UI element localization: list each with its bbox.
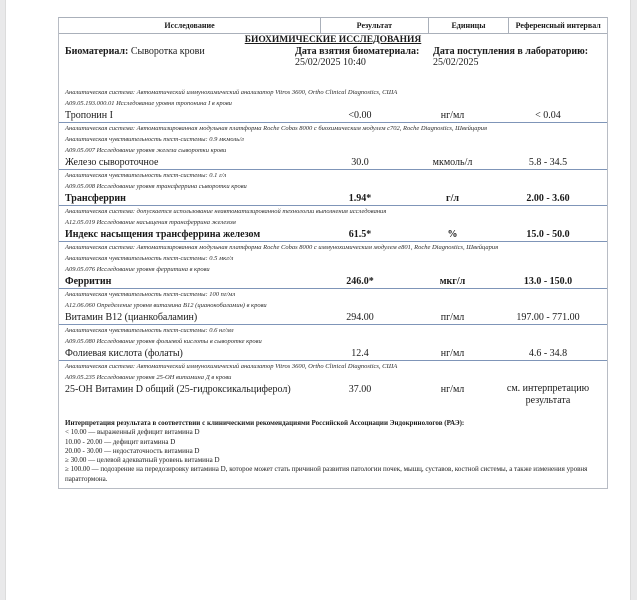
test-block-iron [59,123,607,170]
sensitivity: Аналитическая чувствительность тест-системы: 0.1 г/л [65,172,227,179]
table-row [65,228,601,241]
test-name: Тропонин I [65,110,113,121]
table-row [65,156,601,169]
header-reference: Референсный интервал [515,21,601,30]
analytic-system: Аналитическая система: Автоматизированная модульная платформа Roche Cobas 8000 с иммунохимическим модулем e801, Roche Diagnostics, Швейцария [65,244,499,251]
header-units: Единицы [429,18,510,33]
header-study: Исследование [59,18,321,33]
test-name: Железо сывороточное [65,157,159,168]
test-value: 61.5* [348,229,372,240]
interpretation-line: 10.00 - 20.00 — дефицит витамина D [65,437,176,446]
page-frame-right [630,0,637,600]
analytic-system: Аналитическая система: допускается использование неавтоматизированной технологии выполнения исследования [65,208,387,215]
table-row [65,383,601,409]
table-row [65,311,601,324]
page-frame-left [0,0,6,600]
test-value: 12.4 [351,348,369,359]
received-date-value: 25/02/2025 [433,57,479,68]
test-block-transferrin-saturation [59,206,607,242]
biomaterial-value: Сыворотка крови [130,46,205,57]
test-units: пг/мл [440,312,465,323]
sensitivity: Аналитическая чувствительность тест-системы: 0.6 нг/мл [65,327,234,334]
lab-results-table [58,17,608,489]
collection-date-label: Дата взятия биоматериала: [295,46,420,57]
test-units: нг/мл [440,384,465,395]
test-value: 30.0 [351,157,369,168]
section-title: БИОХИМИЧЕСКИЕ ИССЛЕДОВАНИЯ [244,35,422,45]
table-row [65,192,601,205]
test-name: Фолиевая кислота (фолаты) [65,348,183,359]
interpretation-title: Интерпретация результата в соответствии с клиническими рекомендациями Российской Ассоциации Эндокринологов (РАЭ): [65,419,465,427]
test-reference: 13.0 - 150.0 [523,276,573,287]
analytic-system: Аналитическая система: Автоматический иммунохимический анализатор Vitros 3600, Ortho Clinical Diagnostics, США [65,89,398,96]
test-units: нг/мл [440,348,465,359]
test-value: 37.00 [348,384,372,395]
test-block-troponin [59,76,607,123]
table-row [65,347,601,360]
test-reference: 5.8 - 34.5 [528,157,568,168]
test-block-vitamin-d [59,361,607,409]
biomaterial-info [59,46,607,76]
test-name: Ферритин [65,276,112,287]
interpretation-line: ≥ 30.00 — целевой адекватный уровень витамина D [65,456,220,465]
test-value: 246.0* [346,276,374,287]
test-code: A09.05.008 Исследование уровня трансферрина сыворотки крови [65,183,247,190]
test-name: Витамин B12 (цианкобаламин) [65,312,198,323]
test-reference: 4.6 - 34.8 [528,348,568,359]
interpretation-line: 20.00 - 30.00 — недостаточность витамина D [65,446,200,455]
sensitivity: Аналитическая чувствительность тест-системы: 100 пг/мл [65,291,236,298]
test-units: мкмоль/л [432,157,473,168]
test-reference: 15.0 - 50.0 [526,229,570,240]
test-reference: < 0.04 [535,110,561,121]
test-code: A12.05.019 Исследование насыщения трансферрина железом [65,219,236,226]
test-code: A09.05.076 Исследование уровня ферритина в крови [65,266,210,273]
test-reference: см. интерпретацию результата [506,383,590,406]
table-row [65,109,601,122]
received-date-label: Дата поступления в лабораторию: [433,46,589,57]
analytic-system: Аналитическая система: Автоматический иммунохимический анализатор Vitros 3600, Ortho Clinical Diagnostics, США [65,363,398,370]
test-reference: 197.00 - 771.00 [516,312,580,323]
interpretation-block [59,409,607,488]
test-code: A12.06.060 Определение уровня витамина B12 (цианокобаламин) в крови [65,302,267,309]
table-header [59,18,607,34]
test-reference: 2.00 - 3.60 [526,193,570,204]
header-result: Результат [321,18,429,33]
test-name: Трансферрин [65,193,126,204]
test-block-folate [59,325,607,361]
analytic-system: Аналитическая система: Автоматизированная модульная платформа Roche Cobas 8000 с биохимическим модулем с702, Roche Diagnostics, Швейцария [65,125,487,132]
test-value: <0.00 [348,110,372,121]
test-value: 294.00 [346,312,374,323]
test-block-b12 [59,289,607,325]
test-units: % [447,229,458,240]
interpretation-line: ≥ 100.00 — подозрение на передозировку витамина D, которое может стать причиной развития патологии почек, мышц, суставов, костной системы, а также изменения уровня паратгормона. [65,465,588,483]
test-code: A09.05.007 Исследование уровня железа сыворотки крови [65,147,227,154]
test-block-transferrin [59,170,607,206]
test-units: мкг/л [439,276,466,287]
table-row [65,275,601,288]
test-units: нг/мл [440,110,465,121]
sensitivity: Аналитическая чувствительность тест-системы: 0.5 мкг/л [65,255,234,262]
sensitivity: Аналитическая чувствительность тест-системы: 0.9 мкмоль/л [65,136,244,143]
test-name: Индекс насыщения трансферрина железом [65,229,261,240]
test-code: A09.05.080 Исследование уровня фолиевой кислоты в сыворотке крови [65,338,262,345]
test-code: A09.05.235 Исследование уровня 25-ОН витамина Д в крови [65,374,232,381]
biomaterial-label: Биоматериал: [65,46,129,57]
test-block-ferritin [59,242,607,289]
test-units: г/л [446,193,459,204]
test-code: A09.05.193.000.01 Исследование уровня тропонина I в крови [65,100,232,107]
test-name: 25-ОН Витамин D общий (25-гидроксикальциферол) [65,384,291,395]
collection-date-value: 25/02/2025 10:40 [295,57,366,68]
test-value: 1.94* [348,193,372,204]
interpretation-line: < 10.00 — выраженный дефицит витамина D [65,428,200,437]
